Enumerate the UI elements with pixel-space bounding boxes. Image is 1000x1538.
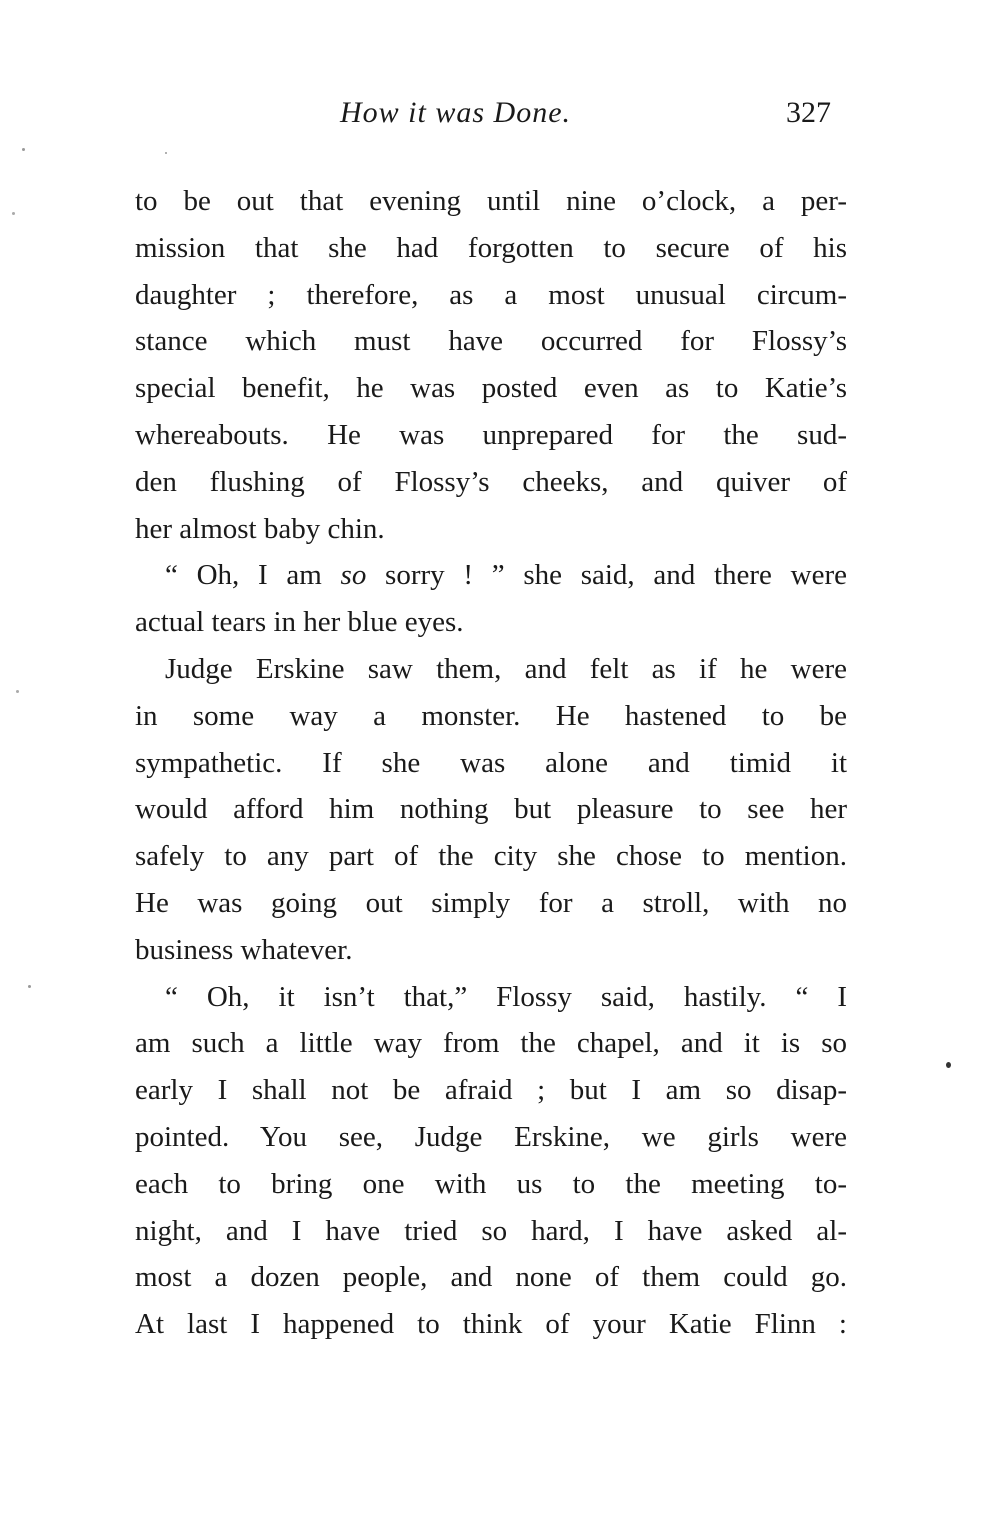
text-line: night, and I have tried so hard, I have asked al- [135, 1214, 847, 1247]
paragraph-1 [135, 178, 847, 552]
text-line: business whatever. [135, 933, 353, 966]
text-line: mission that she had forgotten to secure of his [135, 231, 847, 264]
text-line: “ Oh, it isn’t that,” Flossy said, hastily. “ I [165, 980, 847, 1013]
text-line: early I shall not be afraid ; but I am so disap- [135, 1074, 847, 1107]
text-line: Judge Erskine saw them, and felt as if he were [165, 652, 847, 685]
text-line: to be out that evening until nine o’clock, a per- [135, 185, 847, 217]
text-line: most a dozen people, and none of them could go. [135, 1261, 847, 1294]
running-title: How it was Done. [340, 96, 572, 129]
text-line: pointed. You see, Judge Erskine, we girls were [135, 1120, 847, 1153]
text-run: “ Oh, I am [165, 559, 341, 592]
text-line: sympathetic. If she was alone and timid it [135, 746, 847, 779]
text-line: her almost baby chin. [135, 512, 385, 545]
paragraph-4 [135, 974, 847, 1348]
paragraph-3 [135, 646, 847, 974]
text-line: den flushing of Flossy’s cheeks, and quiver of [135, 465, 847, 498]
text-line: stance which must have occurred for Flossy’s [135, 325, 847, 358]
text-line: each to bring one with us to the meeting to- [135, 1167, 847, 1200]
print-speck [12, 212, 15, 215]
text-line: At last I happened to think of your Katie Flinn : [135, 1308, 847, 1341]
running-head [0, 96, 1000, 136]
text-line: He was going out simply for a stroll, with no [135, 886, 847, 919]
print-speck [22, 148, 25, 151]
text-line: special benefit, he was posted even as to Katie’s [135, 372, 847, 405]
text-line: would afford him nothing but pleasure to see her [135, 793, 847, 826]
page-number: 327 [786, 96, 831, 129]
emphasis-text: so [340, 559, 367, 592]
text-line: actual tears in her blue eyes. [135, 606, 464, 639]
print-speck [28, 985, 31, 988]
text-line: daughter ; therefore, as a most unusual circum- [135, 278, 847, 311]
print-speck [946, 1062, 951, 1068]
print-speck [16, 690, 19, 693]
text-line [135, 552, 847, 599]
print-speck [165, 152, 167, 154]
text-line: in some way a monster. He hastened to be [135, 699, 847, 732]
body-text [135, 178, 847, 1348]
text-line: whereabouts. He was unprepared for the sud- [135, 418, 847, 451]
paragraph-2 [135, 552, 847, 646]
text-line: am such a little way from the chapel, and it is so [135, 1027, 847, 1060]
text-line: safely to any part of the city she chose to mention. [135, 840, 847, 873]
text-run: sorry ! ” she said, and there were [366, 559, 847, 592]
